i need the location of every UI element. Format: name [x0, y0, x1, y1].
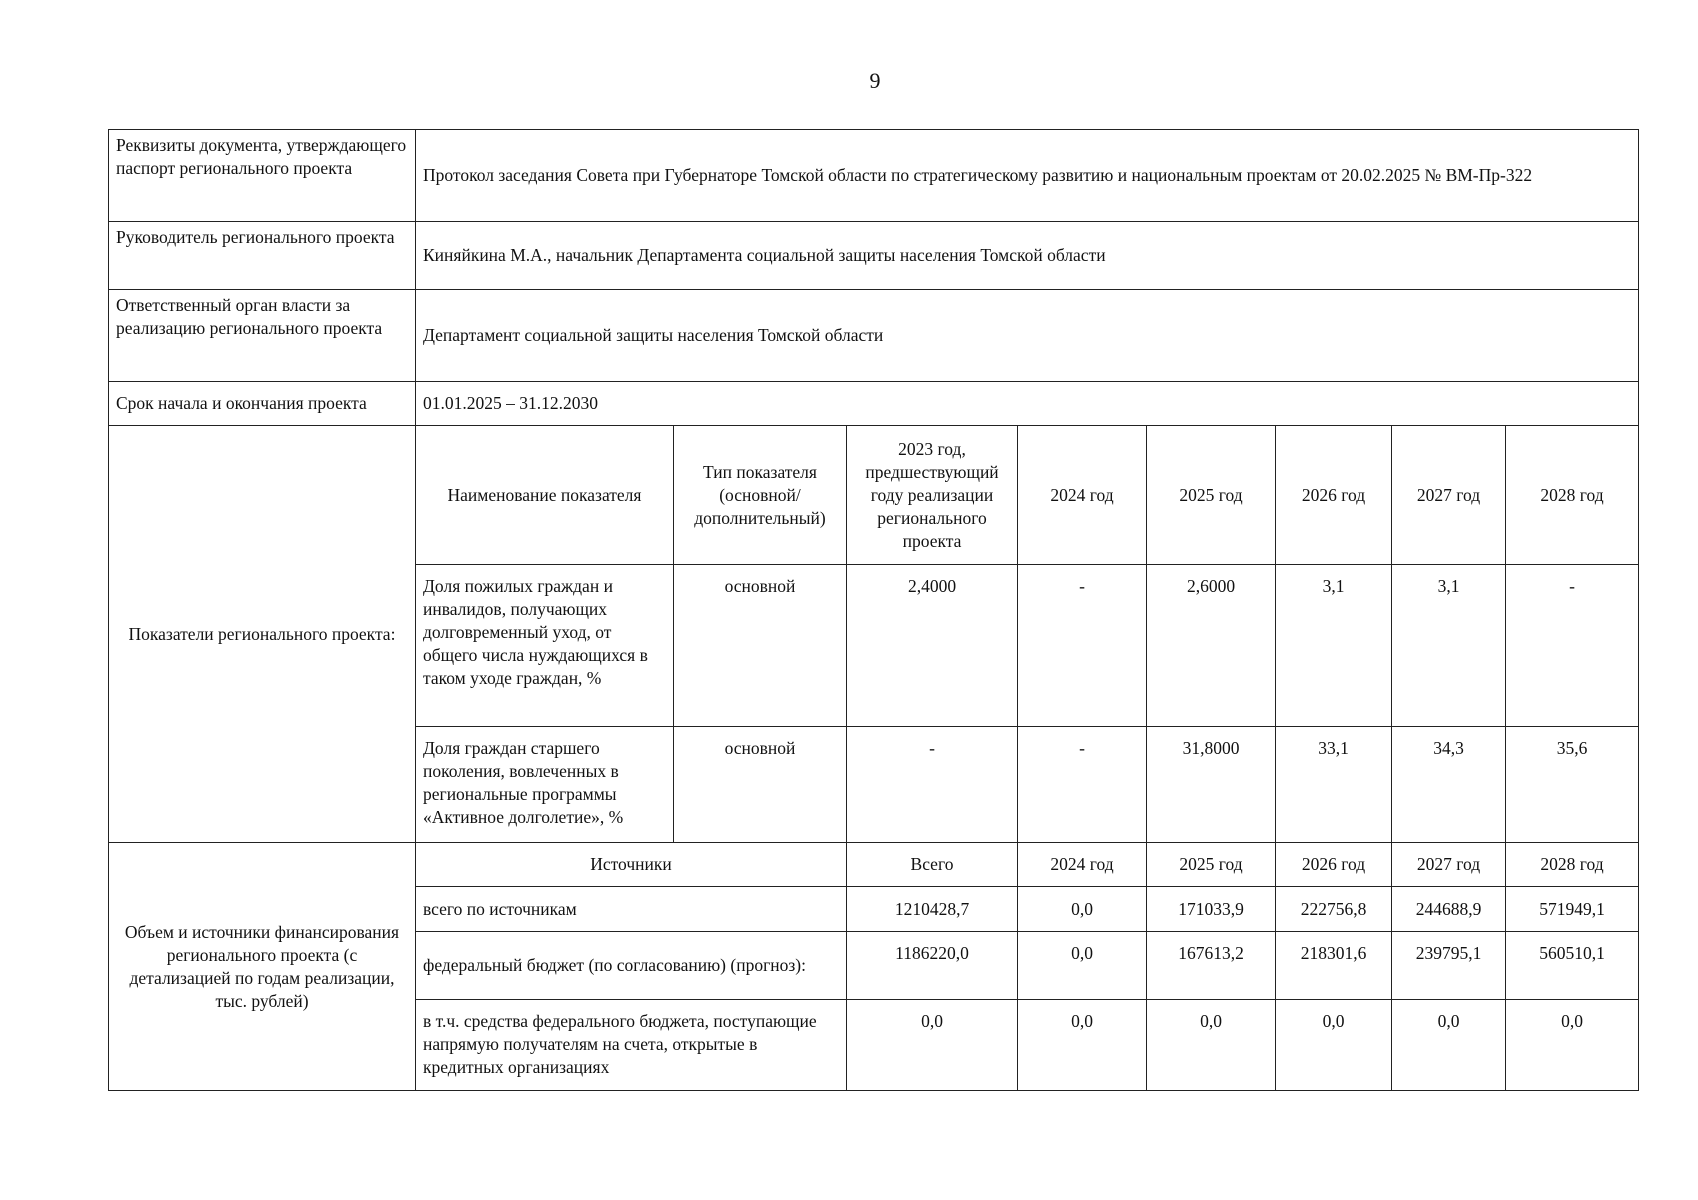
- row-project-head: [109, 222, 1639, 290]
- financing-header-row: [109, 843, 1639, 887]
- project-term-label: Срок начала и окончания проекта: [109, 382, 416, 426]
- financing-value-2027: 244688,9: [1392, 887, 1506, 932]
- financing-value-2028: 560510,1: [1506, 932, 1639, 1000]
- requisites-label: Реквизиты документа, утверждающего паспорт регионального проекта: [109, 130, 416, 222]
- indicator-value-2025: 31,8000: [1147, 727, 1276, 843]
- financing-source: в т.ч. средства федерального бюджета, поступающие напрямую получателям на счета, открытые в кредитных организациях: [416, 1000, 847, 1091]
- page-number: 9: [869, 68, 881, 93]
- financing-value-2028: 0,0: [1506, 1000, 1639, 1091]
- indicator-value-2027: 3,1: [1392, 565, 1506, 727]
- indicator-header-type: Тип показателя (основной/ дополнительный): [674, 426, 847, 565]
- financing-value-2026: 222756,8: [1276, 887, 1392, 932]
- responsible-body-label: Ответственный орган власти за реализацию регионального проекта: [109, 290, 416, 382]
- indicator-value-2023: -: [847, 727, 1018, 843]
- financing-label: Объем и источники финансирования регионального проекта (с детализацией по годам реализации, тыс. рублей): [109, 843, 416, 1091]
- financing-header-2028: 2028 год: [1506, 843, 1639, 887]
- financing-value-total: 1210428,7: [847, 887, 1018, 932]
- requisites-value: Протокол заседания Совета при Губернаторе Томской области по стратегическому развитию и национальным проектам от 20.02.2025 № ВМ-Пр-322: [416, 130, 1639, 222]
- indicator-header-2024: 2024 год: [1018, 426, 1147, 565]
- financing-value-total: 0,0: [847, 1000, 1018, 1091]
- indicator-value-2027: 34,3: [1392, 727, 1506, 843]
- financing-value-2027: 0,0: [1392, 1000, 1506, 1091]
- indicator-value-2028: 35,6: [1506, 727, 1639, 843]
- row-responsible-body: [109, 290, 1639, 382]
- project-passport-table: [108, 129, 1639, 1091]
- financing-header-2025: 2025 год: [1147, 843, 1276, 887]
- financing-header-2026: 2026 год: [1276, 843, 1392, 887]
- financing-value-2025: 171033,9: [1147, 887, 1276, 932]
- indicator-header-2025: 2025 год: [1147, 426, 1276, 565]
- indicator-name: Доля граждан старшего поколения, вовлеченных в региональные программы «Активное долголетие», %: [416, 727, 674, 843]
- indicator-header-base-year: 2023 год, предшествующий году реализации регионального проекта: [847, 426, 1018, 565]
- indicators-label: Показатели регионального проекта:: [109, 426, 416, 843]
- indicator-value-2025: 2,6000: [1147, 565, 1276, 727]
- financing-value-total: 1186220,0: [847, 932, 1018, 1000]
- indicator-type: основной: [674, 727, 847, 843]
- indicator-name: Доля пожилых граждан и инвалидов, получающих долговременный уход, от общего числа нуждающихся в таком уходе граждан, %: [416, 565, 674, 727]
- financing-value-2024: 0,0: [1018, 887, 1147, 932]
- project-head-label: Руководитель регионального проекта: [109, 222, 416, 290]
- financing-value-2026: 0,0: [1276, 1000, 1392, 1091]
- indicator-value-2026: 3,1: [1276, 565, 1392, 727]
- financing-header-2027: 2027 год: [1392, 843, 1506, 887]
- row-project-term: [109, 382, 1639, 426]
- indicator-header-name: Наименование показателя: [416, 426, 674, 565]
- indicator-value-2028: -: [1506, 565, 1639, 727]
- indicator-value-2024: -: [1018, 727, 1147, 843]
- indicator-value-2026: 33,1: [1276, 727, 1392, 843]
- project-head-value: Киняйкина М.А., начальник Департамента социальной защиты населения Томской области: [416, 222, 1639, 290]
- responsible-body-value: Департамент социальной защиты населения Томской области: [416, 290, 1639, 382]
- indicators-header-row: [109, 426, 1639, 565]
- indicator-value-2023: 2,4000: [847, 565, 1018, 727]
- row-requisites: [109, 130, 1639, 222]
- financing-value-2024: 0,0: [1018, 1000, 1147, 1091]
- indicator-header-2027: 2027 год: [1392, 426, 1506, 565]
- financing-value-2025: 0,0: [1147, 1000, 1276, 1091]
- indicator-value-2024: -: [1018, 565, 1147, 727]
- indicator-header-2028: 2028 год: [1506, 426, 1639, 565]
- financing-header-sources: Источники: [416, 843, 847, 887]
- financing-value-2024: 0,0: [1018, 932, 1147, 1000]
- project-term-value: 01.01.2025 – 31.12.2030: [416, 382, 1639, 426]
- financing-value-2026: 218301,6: [1276, 932, 1392, 1000]
- financing-value-2028: 571949,1: [1506, 887, 1639, 932]
- financing-value-2027: 239795,1: [1392, 932, 1506, 1000]
- financing-value-2025: 167613,2: [1147, 932, 1276, 1000]
- indicator-header-2026: 2026 год: [1276, 426, 1392, 565]
- indicator-type: основной: [674, 565, 847, 727]
- financing-source: федеральный бюджет (по согласованию) (прогноз):: [416, 932, 847, 1000]
- financing-header-2024: 2024 год: [1018, 843, 1147, 887]
- financing-source: всего по источникам: [416, 887, 847, 932]
- financing-header-total: Всего: [847, 843, 1018, 887]
